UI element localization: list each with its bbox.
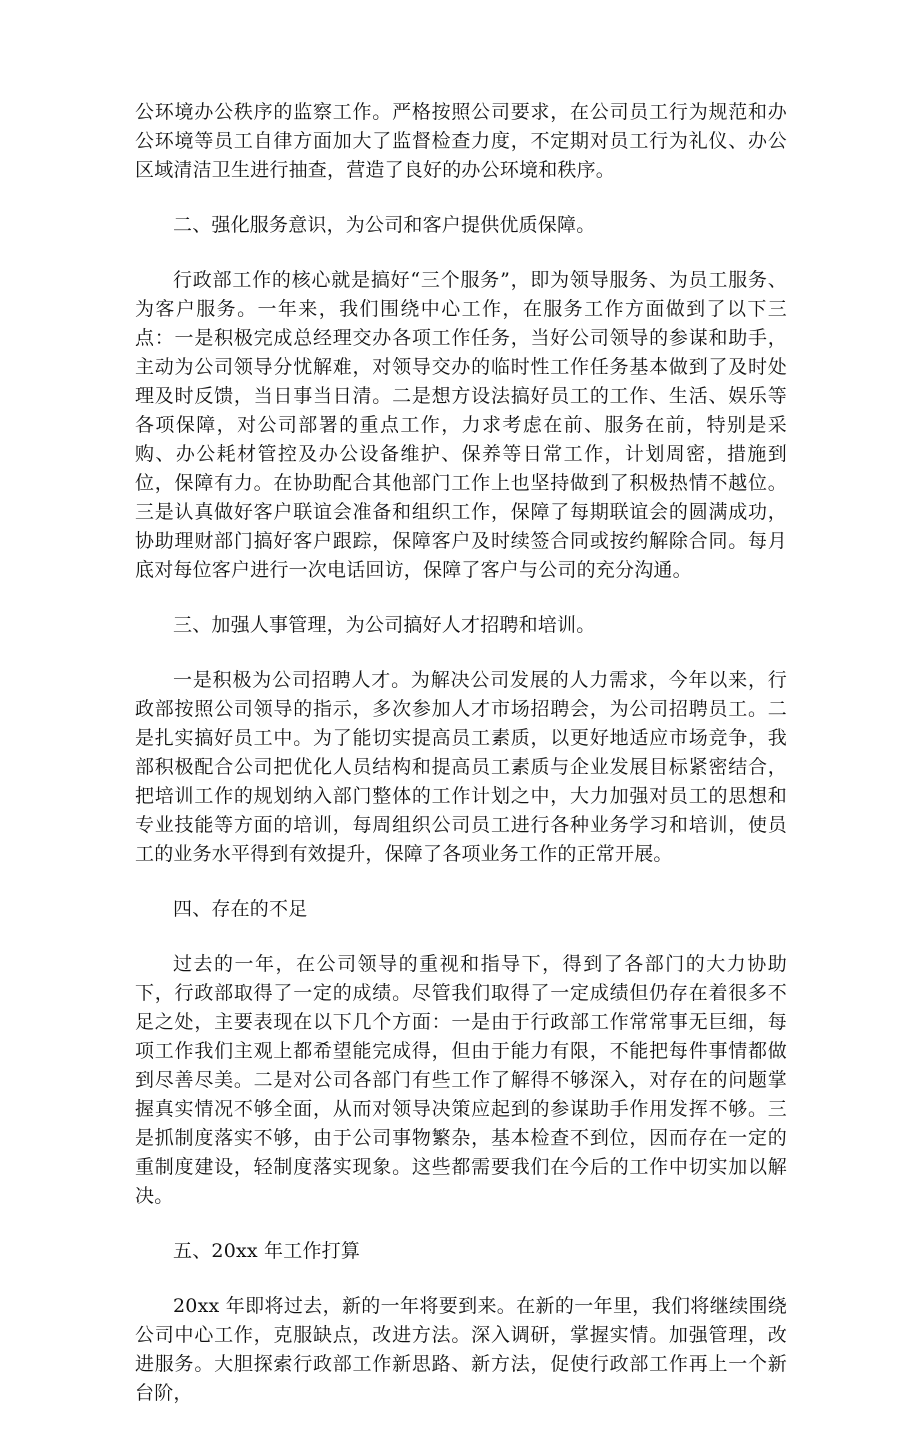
section-heading-plan: 五、20xx 年工作打算 <box>173 1240 361 1262</box>
paragraph-hr: 一是积极为公司招聘人才。为解决公司发展的人力需求，今年以来，行政部按照公司领导的指示，多次参加人才市场招聘会，为公司招聘员工。二是扎实搞好员工中。为了能切实提高员工素质，以更好地适应市场竞争，我部积极配合公司把优化人员结构和提高员工素质与企业发展目标紧密结合，把培训工作的规划纳入部门整体的工作计划之中，大力加强对员工的思想和专业技能等方面的培训，每周组织公司员工进行各种业务学习和培训，使员工的业务水平得到有效提升，保障了各项业务工作的正常开展。 <box>135 669 787 865</box>
section-heading-service: 二、强化服务意识，为公司和客户提供优质保障。 <box>173 214 596 236</box>
document-page <box>135 98 787 1434</box>
paragraph-office-environment: 公环境办公秩序的监察工作。严格按照公司要求，在公司员工行为规范和办公环境等员工自律方面加大了监督检查力度，不定期对员工行为礼仪、办公区域清洁卫生进行抽查，营造了良好的办公环境和秩序。 <box>135 101 787 181</box>
paragraph-shortcomings: 过去的一年，在公司领导的重视和指导下，得到了各部门的大力协助下，行政部取得了一定的成绩。尽管我们取得了一定成绩但仍存在着很多不足之处，主要表现在以下几个方面：一是由于行政部工作常常事无巨细，每项工作我们主观上都希望能完成得，但由于能力有限，不能把每件事情都做到尽善尽美。二是对公司各部门有些工作了解得不够深入，对存在的问题掌握真实情况不够全面，从而对领导决策应起到的参谋助手作用发挥不够。三是抓制度落实不够，由于公司事物繁杂，基本检查不到位，因而存在一定的重制度建设，轻制度落实现象。这些都需要我们在今后的工作中切实加以解决。 <box>135 953 787 1207</box>
section-heading-hr: 三、加强人事管理，为公司搞好人才招聘和培训。 <box>173 614 596 636</box>
section-heading-shortcomings: 四、存在的不足 <box>173 898 308 920</box>
paragraph-service: 行政部工作的核心就是搞好“三个服务”，即为领导服务、为员工服务、为客户服务。一年来，我们围绕中心工作，在服务工作方面做到了以下三点：一是积极完成总经理交办各项工作任务，当好公司领导的参谋和助手，主动为公司领导分忧解难，对领导交办的临时性工作任务基本做到了及时处理及时反馈，当日事当日清。二是想方设法搞好员工的工作、生活、娱乐等各项保障，对公司部署的重点工作，力求考虑在前、服务在前，特别是采购、办公耗材管控及办公设备维护、保养等日常工作，计划周密，措施到位，保障有力。在协助配合其他部门工作上也坚持做到了积极热情不越位。三是认真做好客户联谊会准备和组织工作，保障了每期联谊会的圆满成功，协助理财部门搞好客户跟踪，保障客户及时续签合同或按约解除合同。每月底对每位客户进行一次电话回访，保障了客户与公司的充分沟通。 <box>135 269 787 581</box>
paragraph-plan: 20xx 年即将过去，新的一年将要到来。在新的一年里，我们将继续围绕公司中心工作，克服缺点，改进方法。深入调研，掌握实情。加强管理，改进服务。大胆探索行政部工作新思路、新方法，促使行政部工作再上一个新台阶， <box>135 1295 787 1404</box>
